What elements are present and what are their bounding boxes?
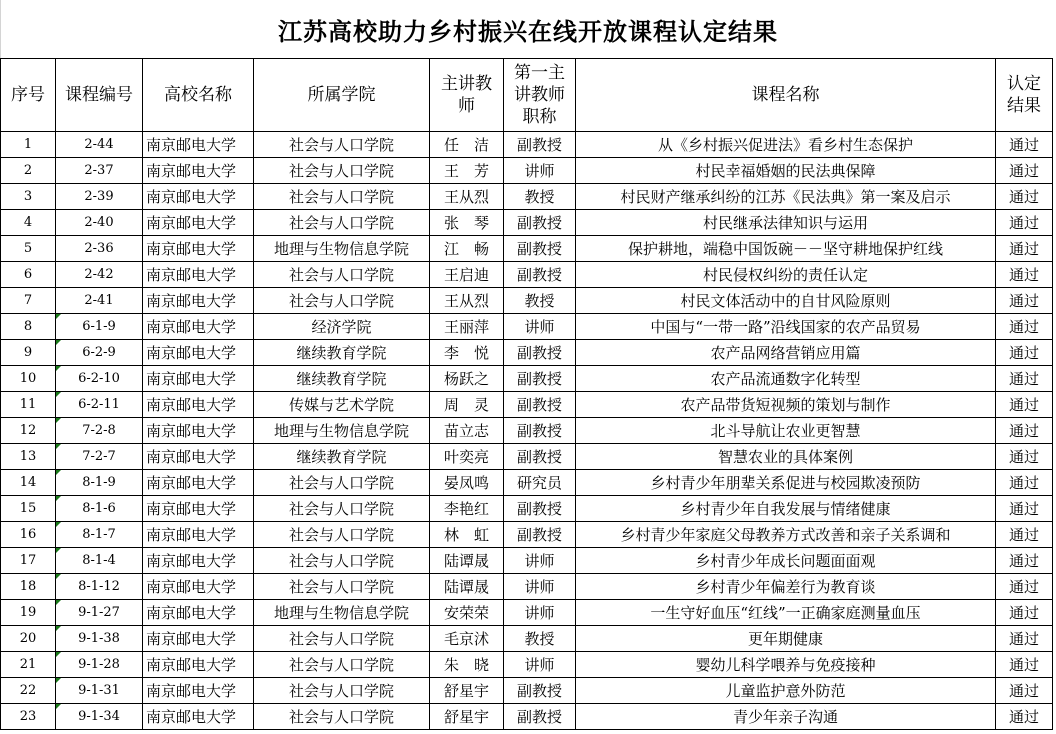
cell-seq[interactable]: 13 xyxy=(1,444,56,470)
cell-college[interactable]: 地理与生物信息学院 xyxy=(254,418,430,444)
table-row xyxy=(1,366,1053,392)
cell-result[interactable]: 通过 xyxy=(996,522,1053,548)
cell-result[interactable]: 通过 xyxy=(996,704,1053,730)
table-row xyxy=(1,158,1053,184)
cell-college[interactable]: 社会与人口学院 xyxy=(254,470,430,496)
cell-result[interactable]: 通过 xyxy=(996,496,1053,522)
cell-course[interactable]: 乡村青少年家庭父母教养方式改善和亲子关系调和 xyxy=(576,522,996,548)
cell-rank[interactable]: 副教授 xyxy=(504,132,576,158)
cell-result[interactable]: 通过 xyxy=(996,366,1053,392)
cell-university[interactable]: 南京邮电大学 xyxy=(143,600,254,626)
cell-course[interactable]: 智慧农业的具体案例 xyxy=(576,444,996,470)
cell-teacher[interactable]: 舒星宇 xyxy=(430,704,504,730)
cell-teacher[interactable]: 杨跃之 xyxy=(430,366,504,392)
cell-seq[interactable]: 6 xyxy=(1,262,56,288)
cell-rank[interactable]: 副教授 xyxy=(504,340,576,366)
cell-college[interactable]: 传媒与艺术学院 xyxy=(254,392,430,418)
cell-college[interactable]: 继续教育学院 xyxy=(254,366,430,392)
cell-code[interactable]: 9-1-31 xyxy=(56,678,143,704)
cell-teacher[interactable]: 李艳红 xyxy=(430,496,504,522)
cell-result[interactable]: 通过 xyxy=(996,626,1053,652)
cell-teacher[interactable]: 周 灵 xyxy=(430,392,504,418)
cell-teacher[interactable]: 安荣荣 xyxy=(430,600,504,626)
header-rank[interactable]: 第一主讲教师职称 xyxy=(504,59,576,132)
cell-result[interactable]: 通过 xyxy=(996,288,1053,314)
header-teacher[interactable]: 主讲教师 xyxy=(430,59,504,132)
cell-course[interactable]: 婴幼儿科学喂养与免疫接种 xyxy=(576,652,996,678)
cell-seq[interactable]: 15 xyxy=(1,496,56,522)
table-row xyxy=(1,184,1053,210)
cell-college[interactable]: 社会与人口学院 xyxy=(254,496,430,522)
cell-result[interactable]: 通过 xyxy=(996,340,1053,366)
cell-course[interactable]: 农产品带货短视频的策划与制作 xyxy=(576,392,996,418)
cell-university[interactable]: 南京邮电大学 xyxy=(143,470,254,496)
cell-college[interactable]: 社会与人口学院 xyxy=(254,574,430,600)
results-table xyxy=(0,58,1053,730)
header-course[interactable]: 课程名称 xyxy=(576,59,996,132)
cell-college[interactable]: 社会与人口学院 xyxy=(254,288,430,314)
cell-seq[interactable]: 17 xyxy=(1,548,56,574)
cell-result[interactable]: 通过 xyxy=(996,314,1053,340)
cell-code[interactable]: 2-39 xyxy=(56,184,143,210)
cell-course[interactable]: 青少年亲子沟通 xyxy=(576,704,996,730)
cell-college[interactable]: 继续教育学院 xyxy=(254,340,430,366)
cell-university[interactable]: 南京邮电大学 xyxy=(143,210,254,236)
table-row xyxy=(1,262,1053,288)
cell-course[interactable]: 保护耕地，端稳中国饭碗－－坚守耕地保护红线 xyxy=(576,236,996,262)
cell-result[interactable]: 通过 xyxy=(996,470,1053,496)
cell-seq[interactable]: 7 xyxy=(1,288,56,314)
cell-course[interactable]: 村民侵权纠纷的责任认定 xyxy=(576,262,996,288)
cell-course[interactable]: 中国与“一带一路”沿线国家的农产品贸易 xyxy=(576,314,996,340)
cell-course[interactable]: 乡村青少年朋辈关系促进与校园欺凌预防 xyxy=(576,470,996,496)
cell-teacher[interactable]: 任 洁 xyxy=(430,132,504,158)
cell-result[interactable]: 通过 xyxy=(996,418,1053,444)
cell-college[interactable]: 社会与人口学院 xyxy=(254,262,430,288)
cell-result[interactable]: 通过 xyxy=(996,158,1053,184)
cell-seq[interactable]: 11 xyxy=(1,392,56,418)
cell-seq[interactable]: 4 xyxy=(1,210,56,236)
table-row xyxy=(1,496,1053,522)
table-row xyxy=(1,548,1053,574)
cell-university[interactable]: 南京邮电大学 xyxy=(143,574,254,600)
cell-code[interactable]: 9-1-38 xyxy=(56,626,143,652)
cell-college[interactable]: 继续教育学院 xyxy=(254,444,430,470)
cell-rank[interactable]: 讲师 xyxy=(504,600,576,626)
cell-code[interactable]: 2-42 xyxy=(56,262,143,288)
cell-result[interactable]: 通过 xyxy=(996,574,1053,600)
cell-teacher[interactable]: 江 畅 xyxy=(430,236,504,262)
cell-seq[interactable]: 1 xyxy=(1,132,56,158)
cell-rank[interactable]: 讲师 xyxy=(504,314,576,340)
cell-college[interactable]: 社会与人口学院 xyxy=(254,652,430,678)
table-row xyxy=(1,340,1053,366)
cell-university[interactable]: 南京邮电大学 xyxy=(143,522,254,548)
cell-college[interactable]: 社会与人口学院 xyxy=(254,132,430,158)
table-row xyxy=(1,288,1053,314)
cell-seq[interactable]: 12 xyxy=(1,418,56,444)
cell-university[interactable]: 南京邮电大学 xyxy=(143,236,254,262)
cell-university[interactable]: 南京邮电大学 xyxy=(143,340,254,366)
header-college[interactable]: 所属学院 xyxy=(254,59,430,132)
cell-course[interactable]: 乡村青少年偏差行为教育谈 xyxy=(576,574,996,600)
cell-university[interactable]: 南京邮电大学 xyxy=(143,314,254,340)
cell-code[interactable]: 2-37 xyxy=(56,158,143,184)
header-university[interactable]: 高校名称 xyxy=(143,59,254,132)
cell-code[interactable]: 8-1-12 xyxy=(56,574,143,600)
cell-rank[interactable]: 副教授 xyxy=(504,496,576,522)
cell-seq[interactable]: 14 xyxy=(1,470,56,496)
cell-seq[interactable]: 9 xyxy=(1,340,56,366)
cell-university[interactable]: 南京邮电大学 xyxy=(143,704,254,730)
table-row xyxy=(1,574,1053,600)
cell-rank[interactable]: 副教授 xyxy=(504,392,576,418)
cell-course[interactable]: 村民继承法律知识与运用 xyxy=(576,210,996,236)
cell-university[interactable]: 南京邮电大学 xyxy=(143,288,254,314)
header-code[interactable]: 课程编号 xyxy=(56,59,143,132)
cell-course[interactable]: 村民财产继承纠纷的江苏《民法典》第一案及启示 xyxy=(576,184,996,210)
cell-code[interactable]: 2-44 xyxy=(56,132,143,158)
cell-course[interactable]: 一生守好血压“红线”一正确家庭测量血压 xyxy=(576,600,996,626)
cell-university[interactable]: 南京邮电大学 xyxy=(143,262,254,288)
cell-rank[interactable]: 副教授 xyxy=(504,366,576,392)
cell-code[interactable]: 6-2-11 xyxy=(56,392,143,418)
cell-code[interactable]: 6-1-9 xyxy=(56,314,143,340)
table-row xyxy=(1,210,1053,236)
cell-college[interactable]: 社会与人口学院 xyxy=(254,548,430,574)
cell-rank[interactable]: 教授 xyxy=(504,626,576,652)
table-row xyxy=(1,418,1053,444)
cell-result[interactable]: 通过 xyxy=(996,600,1053,626)
cell-code[interactable]: 8-1-7 xyxy=(56,522,143,548)
cell-university[interactable]: 南京邮电大学 xyxy=(143,548,254,574)
table-row xyxy=(1,704,1053,730)
cell-rank[interactable]: 教授 xyxy=(504,184,576,210)
cell-rank[interactable]: 研究员 xyxy=(504,470,576,496)
cell-university[interactable]: 南京邮电大学 xyxy=(143,366,254,392)
cell-university[interactable]: 南京邮电大学 xyxy=(143,652,254,678)
sheet-title[interactable]: 江苏高校助力乡村振兴在线开放课程认定结果 xyxy=(0,0,1056,59)
cell-code[interactable]: 8-1-9 xyxy=(56,470,143,496)
table-row xyxy=(1,522,1053,548)
cell-university[interactable]: 南京邮电大学 xyxy=(143,678,254,704)
cell-code[interactable]: 8-1-6 xyxy=(56,496,143,522)
cell-result[interactable]: 通过 xyxy=(996,184,1053,210)
cell-teacher[interactable]: 晏凤鸣 xyxy=(430,470,504,496)
cell-rank[interactable]: 副教授 xyxy=(504,210,576,236)
table-row xyxy=(1,132,1053,158)
cell-college[interactable]: 社会与人口学院 xyxy=(254,522,430,548)
cell-rank[interactable]: 教授 xyxy=(504,288,576,314)
cell-seq[interactable]: 18 xyxy=(1,574,56,600)
table-row xyxy=(1,314,1053,340)
cell-course[interactable]: 农产品网络营销应用篇 xyxy=(576,340,996,366)
cell-seq[interactable]: 21 xyxy=(1,652,56,678)
table-row xyxy=(1,444,1053,470)
cell-university[interactable]: 南京邮电大学 xyxy=(143,392,254,418)
cell-teacher[interactable]: 王从烈 xyxy=(430,184,504,210)
cell-teacher[interactable]: 王启迪 xyxy=(430,262,504,288)
cell-university[interactable]: 南京邮电大学 xyxy=(143,444,254,470)
cell-university[interactable]: 南京邮电大学 xyxy=(143,158,254,184)
cell-college[interactable]: 社会与人口学院 xyxy=(254,626,430,652)
cell-code[interactable]: 6-2-10 xyxy=(56,366,143,392)
cell-course[interactable]: 儿童监护意外防范 xyxy=(576,678,996,704)
cell-college[interactable]: 社会与人口学院 xyxy=(254,158,430,184)
table-row xyxy=(1,236,1053,262)
cell-teacher[interactable]: 叶奕亮 xyxy=(430,444,504,470)
cell-teacher[interactable]: 朱 晓 xyxy=(430,652,504,678)
cell-college[interactable]: 地理与生物信息学院 xyxy=(254,600,430,626)
cell-rank[interactable]: 副教授 xyxy=(504,704,576,730)
cell-college[interactable]: 社会与人口学院 xyxy=(254,704,430,730)
cell-rank[interactable]: 副教授 xyxy=(504,262,576,288)
cell-result[interactable]: 通过 xyxy=(996,444,1053,470)
cell-course[interactable]: 农产品流通数字化转型 xyxy=(576,366,996,392)
cell-teacher[interactable]: 王从烈 xyxy=(430,288,504,314)
cell-rank[interactable]: 讲师 xyxy=(504,548,576,574)
cell-college[interactable]: 地理与生物信息学院 xyxy=(254,236,430,262)
cell-code[interactable]: 6-2-9 xyxy=(56,340,143,366)
table-row xyxy=(1,678,1053,704)
cell-seq[interactable]: 2 xyxy=(1,158,56,184)
cell-teacher[interactable]: 王 芳 xyxy=(430,158,504,184)
table-row xyxy=(1,600,1053,626)
cell-code[interactable]: 9-1-34 xyxy=(56,704,143,730)
cell-teacher[interactable]: 李 悦 xyxy=(430,340,504,366)
table-row xyxy=(1,392,1053,418)
cell-college[interactable]: 社会与人口学院 xyxy=(254,210,430,236)
cell-teacher[interactable]: 林 虹 xyxy=(430,522,504,548)
cell-seq[interactable]: 16 xyxy=(1,522,56,548)
cell-seq[interactable]: 22 xyxy=(1,678,56,704)
cell-university[interactable]: 南京邮电大学 xyxy=(143,132,254,158)
cell-university[interactable]: 南京邮电大学 xyxy=(143,626,254,652)
cell-code[interactable]: 8-1-4 xyxy=(56,548,143,574)
cell-result[interactable]: 通过 xyxy=(996,392,1053,418)
cell-rank[interactable]: 讲师 xyxy=(504,574,576,600)
cell-rank[interactable]: 副教授 xyxy=(504,678,576,704)
cell-teacher[interactable]: 毛京沭 xyxy=(430,626,504,652)
cell-rank[interactable]: 副教授 xyxy=(504,444,576,470)
table-row xyxy=(1,470,1053,496)
cell-course[interactable]: 更年期健康 xyxy=(576,626,996,652)
cell-seq[interactable]: 19 xyxy=(1,600,56,626)
cell-result[interactable]: 通过 xyxy=(996,262,1053,288)
cell-seq[interactable]: 23 xyxy=(1,704,56,730)
cell-course[interactable]: 村民幸福婚姻的民法典保障 xyxy=(576,158,996,184)
cell-teacher[interactable]: 王丽萍 xyxy=(430,314,504,340)
cell-code[interactable]: 2-36 xyxy=(56,236,143,262)
cell-college[interactable]: 社会与人口学院 xyxy=(254,184,430,210)
cell-seq[interactable]: 3 xyxy=(1,184,56,210)
cell-college[interactable]: 社会与人口学院 xyxy=(254,678,430,704)
cell-university[interactable]: 南京邮电大学 xyxy=(143,496,254,522)
header-row xyxy=(1,59,1053,132)
cell-code[interactable]: 2-41 xyxy=(56,288,143,314)
cell-rank[interactable]: 副教授 xyxy=(504,418,576,444)
cell-rank[interactable]: 副教授 xyxy=(504,236,576,262)
cell-teacher[interactable]: 张 琴 xyxy=(430,210,504,236)
cell-code[interactable]: 7-2-7 xyxy=(56,444,143,470)
cell-rank[interactable]: 讲师 xyxy=(504,652,576,678)
cell-seq[interactable]: 20 xyxy=(1,626,56,652)
cell-code[interactable]: 9-1-28 xyxy=(56,652,143,678)
cell-teacher[interactable]: 舒星宇 xyxy=(430,678,504,704)
cell-course[interactable]: 乡村青少年自我发展与情绪健康 xyxy=(576,496,996,522)
cell-result[interactable]: 通过 xyxy=(996,132,1053,158)
table-row xyxy=(1,652,1053,678)
cell-seq[interactable]: 10 xyxy=(1,366,56,392)
cell-course[interactable]: 北斗导航让农业更智慧 xyxy=(576,418,996,444)
cell-seq[interactable]: 8 xyxy=(1,314,56,340)
cell-result[interactable]: 通过 xyxy=(996,236,1053,262)
cell-rank[interactable]: 副教授 xyxy=(504,522,576,548)
cell-university[interactable]: 南京邮电大学 xyxy=(143,184,254,210)
header-result[interactable]: 认定结果 xyxy=(996,59,1053,132)
cell-result[interactable]: 通过 xyxy=(996,548,1053,574)
cell-course[interactable]: 乡村青少年成长问题面面观 xyxy=(576,548,996,574)
cell-teacher[interactable]: 陆谭晟 xyxy=(430,574,504,600)
cell-code[interactable]: 2-40 xyxy=(56,210,143,236)
cell-college[interactable]: 经济学院 xyxy=(254,314,430,340)
cell-code[interactable]: 9-1-27 xyxy=(56,600,143,626)
cell-teacher[interactable]: 苗立志 xyxy=(430,418,504,444)
cell-university[interactable]: 南京邮电大学 xyxy=(143,418,254,444)
cell-course[interactable]: 从《乡村振兴促进法》看乡村生态保护 xyxy=(576,132,996,158)
cell-teacher[interactable]: 陆谭晟 xyxy=(430,548,504,574)
header-seq[interactable]: 序号 xyxy=(1,59,56,132)
cell-seq[interactable]: 5 xyxy=(1,236,56,262)
cell-code[interactable]: 7-2-8 xyxy=(56,418,143,444)
cell-rank[interactable]: 讲师 xyxy=(504,158,576,184)
cell-result[interactable]: 通过 xyxy=(996,652,1053,678)
cell-result[interactable]: 通过 xyxy=(996,210,1053,236)
table-row xyxy=(1,626,1053,652)
cell-result[interactable]: 通过 xyxy=(996,678,1053,704)
cell-course[interactable]: 村民文体活动中的自甘风险原则 xyxy=(576,288,996,314)
